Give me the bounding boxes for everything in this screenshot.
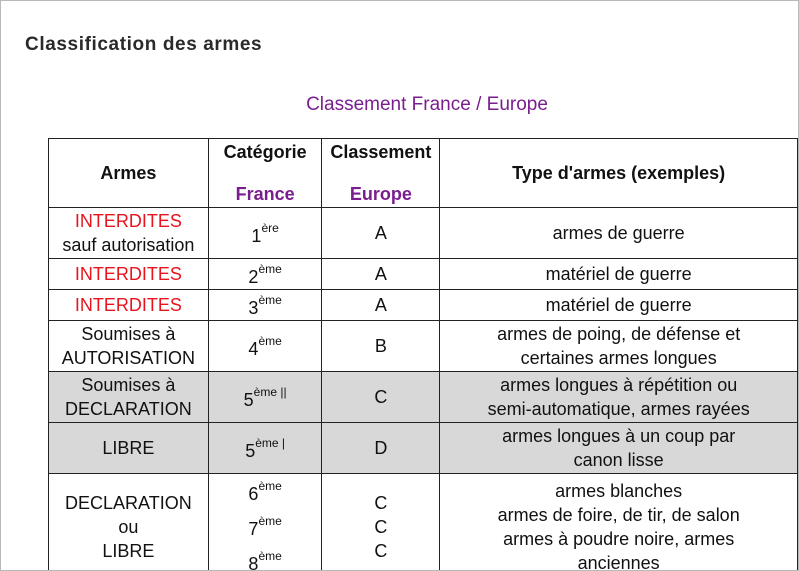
table-row [49,423,798,474]
categorie-number: 3 [248,297,259,318]
categorie-number: 7 [248,519,259,539]
type-line: matériel de guerre [545,295,692,315]
cell-type [440,259,798,290]
cell-armes [49,474,209,571]
type-line: armes de poing, de défense et [497,324,741,344]
categorie-number: 8 [248,554,259,571]
cell-armes [49,259,209,290]
categorie-suffix: ème || [253,384,287,399]
categorie-suffix: ème [258,514,282,528]
categorie-number: 5 [243,389,254,410]
armes-line: INTERDITES [74,295,182,315]
categorie-number: 1 [251,225,262,246]
classement-value: C [374,540,388,561]
categorie-suffix: ème | [255,435,286,450]
cell-armes [49,321,209,372]
categorie-value [209,383,322,412]
type-line: matériel de guerre [545,264,692,284]
table-header-row [49,139,798,208]
table-row [49,372,798,423]
categorie-suffix: ème [258,261,282,276]
classement-value: B [374,336,387,356]
header-classement [322,139,440,208]
cell-type [440,372,798,423]
categorie-number: 5 [245,440,256,461]
categorie-suffix: ème [258,292,282,307]
classement-value: A [374,264,387,284]
cell-categorie [208,321,322,372]
type-line: semi-automatique, armes rayées [487,399,750,419]
type-line: canon lisse [573,450,664,470]
classement-value: D [374,438,388,458]
armes-line: DECLARATION [65,492,192,513]
header-armes-label: Armes [100,163,157,183]
classement-value: A [374,223,387,243]
categorie-suffix: ème [258,333,282,348]
table-row [49,259,798,290]
cell-categorie [208,290,322,321]
armes-line: Soumises à [81,375,176,395]
categorie-value [209,474,322,509]
classement-value: A [374,295,387,315]
armes-line: INTERDITES [74,211,182,231]
armes-line: DECLARATION [65,399,192,419]
header-europe-label: Europe [349,184,412,204]
cell-categorie [208,372,322,423]
arms-classification-table [48,138,798,571]
classement-value: C [374,516,388,537]
cell-type [440,290,798,321]
categorie-value [209,219,322,248]
categorie-value [209,544,322,571]
table-row [49,208,798,259]
armes-line: ou [118,516,139,537]
categorie-value [209,332,322,361]
page-title: Classification des armes [25,34,263,55]
classement-value: C [374,492,388,513]
cell-categorie [208,208,322,259]
categorie-suffix: ème [258,479,282,493]
cell-classement [322,259,440,290]
cell-armes [49,290,209,321]
cell-classement [322,290,440,321]
armes-line: LIBRE [102,438,155,458]
header-france-label: France [235,184,295,204]
table-subtitle: Classement France / Europe [306,94,548,115]
table-row [49,321,798,372]
type-line: armes longues à répétition ou [500,375,738,395]
type-line: armes de guerre [552,223,685,243]
header-type [440,139,798,208]
header-categorie-label: Catégorie [223,142,307,162]
cell-armes [49,208,209,259]
categorie-value [209,509,322,544]
header-armes [49,139,209,208]
header-type-label: Type d'armes (exemples) [512,163,726,183]
armes-line: AUTORISATION [61,348,196,368]
cell-categorie [208,259,322,290]
cell-categorie [208,474,322,571]
categorie-value [209,434,322,463]
armes-line: LIBRE [102,540,155,561]
cell-type [440,208,798,259]
armes-line: Soumises à [81,324,176,344]
categorie-suffix: ère [261,220,279,235]
cell-armes [49,372,209,423]
type-line: armes longues à un coup par [502,426,736,446]
cell-categorie [208,423,322,474]
cell-classement [322,321,440,372]
header-categorie [208,139,322,208]
type-line: certaines armes longues [520,348,717,368]
categorie-number: 6 [248,484,259,504]
classement-value: C [374,387,388,407]
cell-classement [322,474,440,571]
cell-classement [322,423,440,474]
cell-classement [322,372,440,423]
type-line: anciennes [577,552,660,571]
type-line: armes blanches [555,480,683,501]
cell-type [440,423,798,474]
type-line: armes à poudre noire, armes [503,528,735,549]
categorie-suffix: ème [258,549,282,563]
header-classement-label: Classement [330,142,432,162]
armes-line: INTERDITES [74,264,182,284]
cell-classement [322,208,440,259]
categorie-value [209,260,322,289]
table-row [49,290,798,321]
cell-type [440,474,798,571]
categorie-value [209,291,322,320]
cell-type [440,321,798,372]
table-row [49,474,798,571]
armes-line: sauf autorisation [62,235,195,255]
categorie-number: 2 [248,266,259,287]
categorie-number: 4 [248,338,259,359]
type-line: armes de foire, de tir, de salon [497,504,740,525]
cell-armes [49,423,209,474]
